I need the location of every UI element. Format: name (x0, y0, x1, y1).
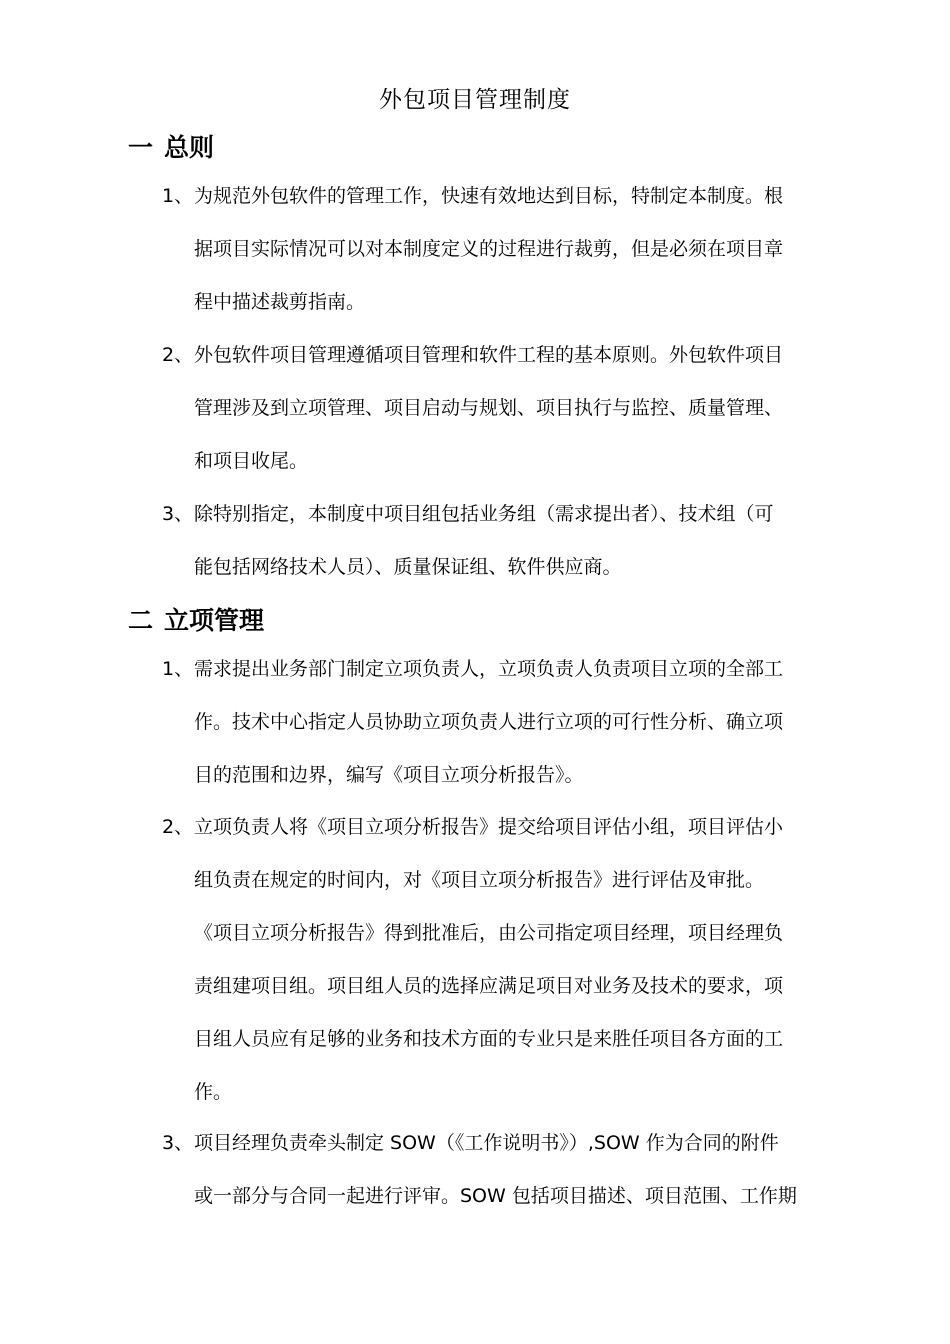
paragraph-line: 外包软件项目管理遵循项目管理和软件工程的基本原则。外包软件项目 (194, 344, 784, 366)
list-item-marker: 2、 (162, 344, 194, 366)
list-item-marker: 2、 (162, 816, 194, 838)
paragraph-line: 为规范外包软件的管理工作，快速有效地达到目标，特制定本制度。根 (194, 185, 784, 207)
list-item (162, 643, 842, 802)
paragraph-line: 《项目立项分析报告》得到批准后，由公司指定项目经理，项目经理负 (194, 922, 784, 944)
section-number: 一 (128, 133, 154, 162)
paragraph-line: 能包括网络技术人员）、质量保证组、软件供应商。 (194, 556, 622, 578)
list-item (162, 329, 842, 488)
section-heading-general (128, 130, 214, 166)
list-item (162, 1117, 842, 1223)
paragraph-line: 作。 (194, 1081, 233, 1103)
list-item-marker: 3、 (162, 503, 194, 525)
paragraph-line: 和项目收尾。 (194, 450, 309, 472)
paragraph-line: 作。技术中心指定人员协助立项负责人进行立项的可行性分析、确立项 (194, 711, 784, 733)
paragraph-line: 据项目实际情况可以对本制度定义的过程进行裁剪，但是必须在项目章 (194, 238, 784, 260)
section-title: 立项管理 (164, 606, 265, 635)
paragraph-line: 目组人员应有足够的业务和技术方面的专业只是来胜任项目各方面的工 (194, 1028, 784, 1050)
list-item-marker: 1、 (162, 185, 194, 207)
paragraph-line: 需求提出业务部门制定立项负责人，立项负责人负责项目立项的全部工 (194, 658, 784, 680)
paragraph-line: 项目经理负责牵头制定 SOW（《工作说明书》）,SOW 作为合同的附件 (194, 1132, 779, 1154)
paragraph-line: 立项负责人将《项目立项分析报告》提交给项目评估小组，项目评估小 (194, 816, 784, 838)
section-heading-project-initiation (128, 603, 264, 639)
paragraph-line: 组负责在规定的时间内，对《项目立项分析报告》进行评估及审批。 (194, 869, 765, 891)
paragraph-line: 目的范围和边界，编写《项目立项分析报告》。 (194, 764, 584, 786)
list-item-marker: 3、 (162, 1132, 194, 1154)
list-item-marker: 1、 (162, 658, 194, 680)
paragraph-line: 除特别指定，本制度中项目组包括业务组（需求提出者）、技术组（可 (194, 503, 774, 525)
paragraph-line: 管理涉及到立项管理、项目启动与规划、项目执行与监控、质量管理、 (194, 397, 784, 419)
list-item (162, 170, 842, 329)
document-title: 外包项目管理制度 (379, 87, 571, 113)
paragraph-line: 或一部分与合同一起进行评审。SOW 包括项目描述、项目范围、工作期 (194, 1185, 797, 1207)
paragraph-line: 责组建项目组。项目组人员的选择应满足项目对业务及技术的要求，项 (194, 975, 784, 997)
section-number: 二 (128, 606, 154, 635)
list-item (162, 801, 842, 1119)
paragraph-line: 程中描述裁剪指南。 (194, 291, 366, 313)
section-title: 总则 (164, 133, 215, 162)
list-item (162, 488, 842, 594)
